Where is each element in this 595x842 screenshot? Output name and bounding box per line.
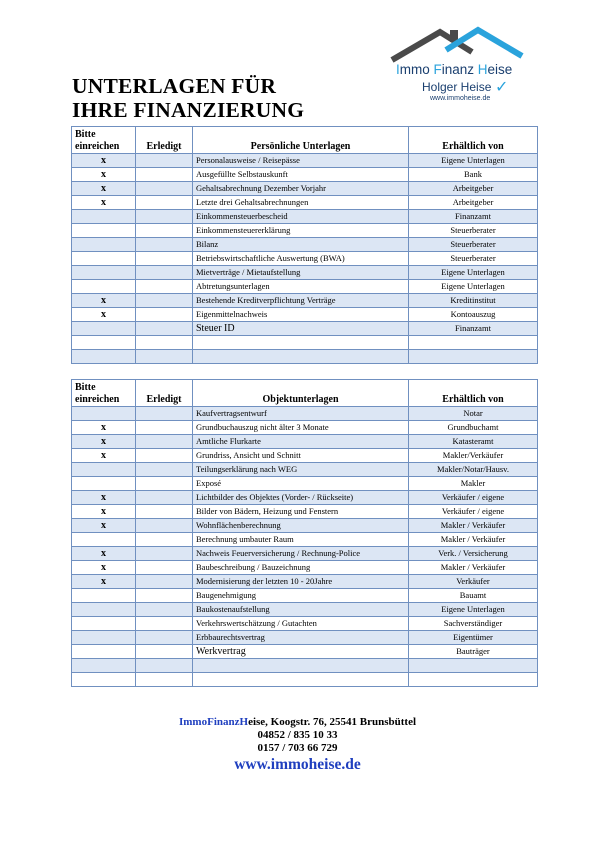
done-cell[interactable] <box>136 477 193 491</box>
document-name: Amtliche Flurkarte <box>193 435 409 449</box>
table-header-row <box>72 127 538 154</box>
table-row <box>72 224 538 238</box>
table-row <box>72 589 538 603</box>
document-name: Mietverträge / Mietaufstellung <box>193 266 409 280</box>
table-row <box>72 407 538 421</box>
personal-documents-table <box>71 126 538 364</box>
submit-mark: x <box>72 196 136 210</box>
table-row <box>72 168 538 182</box>
table-row <box>72 561 538 575</box>
done-cell[interactable] <box>136 421 193 435</box>
done-cell[interactable] <box>136 589 193 603</box>
table-row <box>72 154 538 168</box>
submit-mark <box>72 659 136 673</box>
submit-mark: x <box>72 308 136 322</box>
submit-mark <box>72 533 136 547</box>
footer-website-link[interactable]: www.immoheise.de <box>234 756 361 773</box>
table-row <box>72 617 538 631</box>
table-row <box>72 575 538 589</box>
done-cell[interactable] <box>136 266 193 280</box>
table-row <box>72 196 538 210</box>
table-row <box>72 463 538 477</box>
document-name: Berechnung umbauter Raum <box>193 533 409 547</box>
done-cell[interactable] <box>136 659 193 673</box>
table-row <box>72 505 538 519</box>
logo-url: www.immoheise.de <box>430 95 491 102</box>
source-name: Arbeitgeber <box>409 182 538 196</box>
submit-mark <box>72 252 136 266</box>
source-name: Kontoauszug <box>409 308 538 322</box>
document-name: Letzte drei Gehaltsabrechnungen <box>193 196 409 210</box>
source-name: Makler / Verkäufer <box>409 533 538 547</box>
document-name: Steuer ID <box>193 322 409 336</box>
document-name: Bilanz <box>193 238 409 252</box>
document-name: Einkommensteuerbescheid <box>193 210 409 224</box>
table-row <box>72 547 538 561</box>
source-name: Eigene Unterlagen <box>409 266 538 280</box>
table-row <box>72 252 538 266</box>
checkmark-icon: ✓ <box>495 77 509 96</box>
footer-phone-2: 0157 / 703 66 729 <box>257 742 338 754</box>
header-done: Erledigt <box>136 380 193 407</box>
document-name: Baubeschreibung / Bauzeichnung <box>193 561 409 575</box>
table-body <box>72 407 538 687</box>
submit-mark <box>72 322 136 336</box>
table-row <box>72 294 538 308</box>
done-cell[interactable] <box>136 238 193 252</box>
submit-mark <box>72 266 136 280</box>
document-name: Lichtbilder des Objektes (Vorder- / Rückseite) <box>193 491 409 505</box>
done-cell[interactable] <box>136 252 193 266</box>
header-source: Erhältlich von <box>409 380 538 407</box>
document-name <box>193 336 409 350</box>
table-row <box>72 266 538 280</box>
table-row <box>72 533 538 547</box>
done-cell[interactable] <box>136 280 193 294</box>
submit-mark: x <box>72 505 136 519</box>
header-documents: Objektunterlagen <box>193 380 409 407</box>
source-name: Bauträger <box>409 645 538 659</box>
header-submit: Bitte einreichen <box>72 127 136 154</box>
table-row <box>72 350 538 364</box>
done-cell[interactable] <box>136 491 193 505</box>
source-name: Verkäufer <box>409 575 538 589</box>
done-cell[interactable] <box>136 645 193 659</box>
source-name: Katasteramt <box>409 435 538 449</box>
submit-mark: x <box>72 435 136 449</box>
source-name: Steuerberater <box>409 224 538 238</box>
document-name: Verkehrswertschätzung / Gutachten <box>193 617 409 631</box>
table-row <box>72 210 538 224</box>
submit-mark <box>72 350 136 364</box>
document-name: Betriebswirtschaftliche Auswertung (BWA) <box>193 252 409 266</box>
done-cell[interactable] <box>136 673 193 687</box>
document-name: Werkvertrag <box>193 645 409 659</box>
done-cell[interactable] <box>136 617 193 631</box>
document-name: Abtretungsunterlagen <box>193 280 409 294</box>
source-name: Eigene Unterlagen <box>409 603 538 617</box>
document-name: Gehaltsabrechnung Dezember Vorjahr <box>193 182 409 196</box>
table-row <box>72 322 538 336</box>
source-name: Steuerberater <box>409 238 538 252</box>
submit-mark: x <box>72 421 136 435</box>
source-name: Verk. / Versicherung <box>409 547 538 561</box>
submit-mark: x <box>72 519 136 533</box>
submit-mark: x <box>72 182 136 196</box>
logo-name: Holger Heise <box>422 80 492 94</box>
source-name: Eigene Unterlagen <box>409 154 538 168</box>
submit-mark: x <box>72 294 136 308</box>
logo-brand: Immo Finanz Heise <box>396 62 513 77</box>
done-cell[interactable] <box>136 449 193 463</box>
submit-mark: x <box>72 449 136 463</box>
document-name: Teilungserklärung nach WEG <box>193 463 409 477</box>
done-cell[interactable] <box>136 463 193 477</box>
table-row <box>72 603 538 617</box>
submit-mark: x <box>72 168 136 182</box>
source-name: Grundbuchamt <box>409 421 538 435</box>
document-name: Grundriss, Ansicht und Schnitt <box>193 449 409 463</box>
done-cell[interactable] <box>136 168 193 182</box>
page-title <box>72 74 304 122</box>
source-name: Makler <box>409 477 538 491</box>
table-row <box>72 631 538 645</box>
done-cell[interactable] <box>136 322 193 336</box>
source-name: Eigentümer <box>409 631 538 645</box>
document-name: Baugenehmigung <box>193 589 409 603</box>
done-cell[interactable] <box>136 210 193 224</box>
done-cell[interactable] <box>136 350 193 364</box>
table-row <box>72 280 538 294</box>
document-name: Einkommensteuererklärung <box>193 224 409 238</box>
done-cell[interactable] <box>136 336 193 350</box>
document-name: Exposé <box>193 477 409 491</box>
source-name: Makler/Verkäufer <box>409 449 538 463</box>
submit-mark <box>72 617 136 631</box>
document-name: Grundbuchauszug nicht älter 3 Monate <box>193 421 409 435</box>
source-name: Verkäufer / eigene <box>409 491 538 505</box>
submit-mark <box>72 645 136 659</box>
document-name: Modernisierung der letzten 10 - 20Jahre <box>193 575 409 589</box>
document-name: Bilder von Bädern, Heizung und Fenstern <box>193 505 409 519</box>
document-name <box>193 659 409 673</box>
table-row <box>72 645 538 659</box>
done-cell[interactable] <box>136 294 193 308</box>
source-name: Kreditinstitut <box>409 294 538 308</box>
source-name: Eigene Unterlagen <box>409 280 538 294</box>
source-name: Makler / Verkäufer <box>409 519 538 533</box>
submit-mark <box>72 336 136 350</box>
submit-mark: x <box>72 575 136 589</box>
done-cell[interactable] <box>136 533 193 547</box>
table-row <box>72 182 538 196</box>
table-row <box>72 673 538 687</box>
table-row <box>72 659 538 673</box>
header-submit: Bitte einreichen <box>72 380 136 407</box>
document-name <box>193 350 409 364</box>
document-name <box>193 673 409 687</box>
document-name: Baukostenaufstellung <box>193 603 409 617</box>
table-row <box>72 238 538 252</box>
source-name: Bank <box>409 168 538 182</box>
done-cell[interactable] <box>136 631 193 645</box>
done-cell[interactable] <box>136 519 193 533</box>
submit-mark <box>72 224 136 238</box>
document-name: Erbbaurechtsvertrag <box>193 631 409 645</box>
submit-mark <box>72 463 136 477</box>
table-row <box>72 336 538 350</box>
submit-mark: x <box>72 547 136 561</box>
source-name <box>409 673 538 687</box>
source-name: Makler/Notar/Hausv. <box>409 463 538 477</box>
table-row <box>72 421 538 435</box>
table-header-row <box>72 380 538 407</box>
done-cell[interactable] <box>136 196 193 210</box>
document-name: Bestehende Kreditverpflichtung Verträge <box>193 294 409 308</box>
done-cell[interactable] <box>136 407 193 421</box>
property-documents-table <box>71 379 538 687</box>
submit-mark <box>72 477 136 491</box>
submit-mark <box>72 238 136 252</box>
submit-mark: x <box>72 561 136 575</box>
submit-mark: x <box>72 154 136 168</box>
done-cell[interactable] <box>136 575 193 589</box>
source-name: Steuerberater <box>409 252 538 266</box>
table-body <box>72 154 538 364</box>
source-name: Makler / Verkäufer <box>409 561 538 575</box>
source-name: Sachverständiger <box>409 617 538 631</box>
done-cell[interactable] <box>136 561 193 575</box>
done-cell[interactable] <box>136 182 193 196</box>
document-name: Ausgefüllte Selbstauskunft <box>193 168 409 182</box>
done-cell[interactable] <box>136 154 193 168</box>
table-row <box>72 491 538 505</box>
submit-mark <box>72 603 136 617</box>
submit-mark <box>72 631 136 645</box>
header-source: Erhältlich von <box>409 127 538 154</box>
source-name: Arbeitgeber <box>409 196 538 210</box>
submit-mark <box>72 210 136 224</box>
title-line-1: UNTERLAGEN FÜR <box>72 74 277 98</box>
table-row <box>72 308 538 322</box>
document-name: Nachweis Feuerversicherung / Rechnung-Police <box>193 547 409 561</box>
header-done: Erledigt <box>136 127 193 154</box>
document-name: Personalausweise / Reisepässe <box>193 154 409 168</box>
table-row <box>72 477 538 491</box>
submit-mark <box>72 407 136 421</box>
table-row <box>72 435 538 449</box>
source-name: Finanzamt <box>409 322 538 336</box>
done-cell[interactable] <box>136 505 193 519</box>
header-documents: Persönliche Unterlagen <box>193 127 409 154</box>
source-name <box>409 659 538 673</box>
title-line-2: IHRE FINANZIERUNG <box>72 98 305 122</box>
footer-phone-1: 04852 / 835 10 33 <box>257 729 338 741</box>
submit-mark <box>72 280 136 294</box>
source-name <box>409 336 538 350</box>
document-name: Eigenmittelnachweis <box>193 308 409 322</box>
footer-company: ImmoFinanzHeise, Koogstr. 76, 25541 Brunsbüttel <box>178 716 417 728</box>
document-name: Wohnflächenberechnung <box>193 519 409 533</box>
document-name: Kaufvertragsentwurf <box>193 407 409 421</box>
done-cell[interactable] <box>136 547 193 561</box>
source-name <box>409 350 538 364</box>
done-cell[interactable] <box>136 435 193 449</box>
submit-mark <box>72 589 136 603</box>
submit-mark: x <box>72 491 136 505</box>
table-row <box>72 519 538 533</box>
source-name: Verkäufer / eigene <box>409 505 538 519</box>
table-row <box>72 449 538 463</box>
submit-mark <box>72 673 136 687</box>
done-cell[interactable] <box>136 308 193 322</box>
source-name: Bauamt <box>409 589 538 603</box>
done-cell[interactable] <box>136 224 193 238</box>
done-cell[interactable] <box>136 603 193 617</box>
source-name: Notar <box>409 407 538 421</box>
source-name: Finanzamt <box>409 210 538 224</box>
